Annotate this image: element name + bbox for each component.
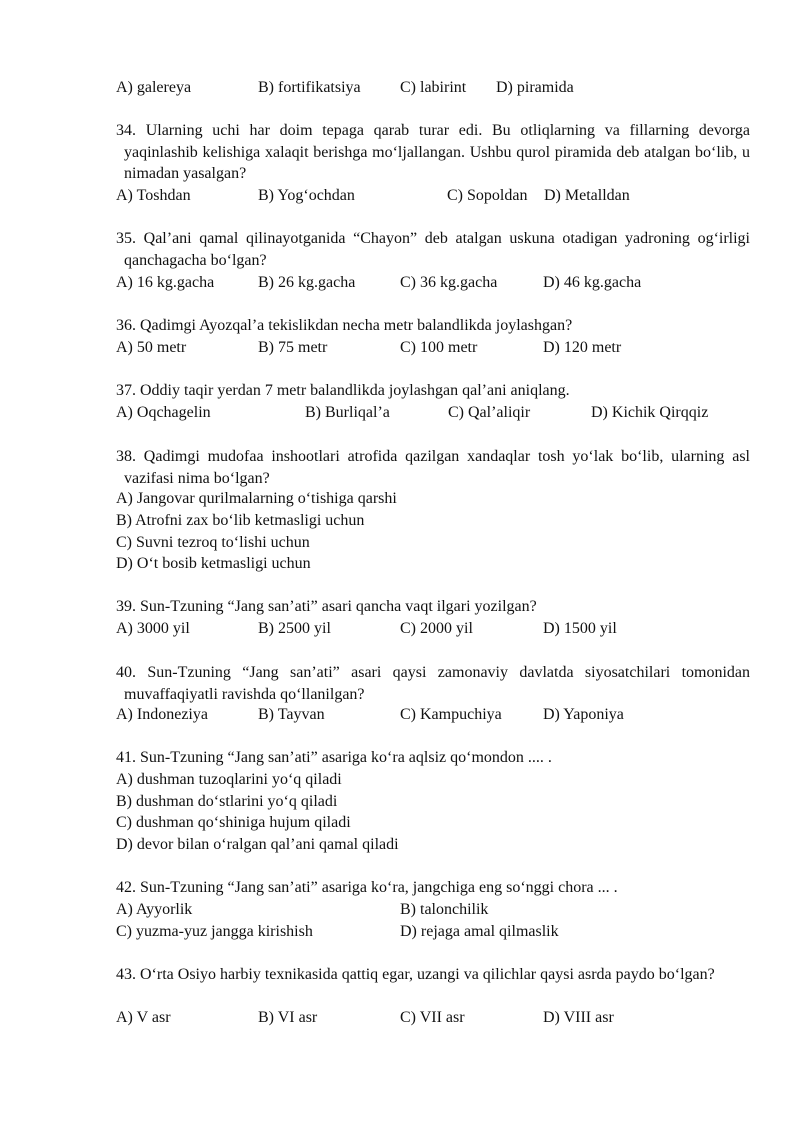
q38-option-d: D) O‘t bosib ketmasligi uchun [116,555,311,572]
q34-option-b: B) Yog‘ochdan [258,187,355,204]
q41-option-a: A) dushman tuzoqlarini yo‘q qiladi [116,771,342,788]
q36-option-d: D) 120 metr [543,339,622,356]
q39-option-d: D) 1500 yil [543,620,617,637]
q37-option-a: A) Oqchagelin [116,404,211,421]
q34-option-c: C) Sopoldan [447,187,528,204]
q42-option-a: A) Ayyorlik [116,901,193,918]
q35-option-a: A) 16 kg.gacha [116,274,215,291]
q40-option-b: B) Tayvan [258,706,325,723]
q37-stem: 37. Oddiy taqir yerdan 7 metr balandlikda joylashgan qal’ani aniqlang. [116,382,570,399]
q41-option-b: B) dushman do‘stlarini yo‘q qiladi [116,793,338,810]
q36-stem: 36. Qadimgi Ayozqal’a tekislikdan necha metr balandlikda joylashgan? [116,317,573,334]
q39-stem: 39. Sun-Tzuning “Jang san’ati” asari qancha vaqt ilgari yozilgan? [116,598,537,615]
q34-stem: 34. Ularning uchi har doim tepaga qarab turar edi. Bu otliqlarning va fillarning devorga yaqinlashib kelishiga xalaqit berishga mo‘ljallangan. Ushbu qurol piramida deb atalgan bo‘lib, u nimadan yasalgan? [116,122,750,182]
q33-option-a: A) galereya [116,79,192,96]
q40-option-d: D) Yaponiya [543,706,624,723]
q38-stem: 38. Qadimgi mudofaa inshootlari atrofida qazilgan xandaqlar tosh yo‘lak bo‘lib, ularning asl vazifasi nima bo‘lgan? [116,448,750,487]
q42-stem: 42. Sun-Tzuning “Jang san’ati” asariga ko‘ra, jangchiga eng so‘nggi chora ... . [116,879,618,896]
q38-option-a: A) Jangovar qurilmalarning o‘tishiga qarshi [116,490,397,507]
q42-option-c: C) yuzma-yuz jangga kirishish [116,923,313,940]
q40-stem: 40. Sun-Tzuning “Jang san’ati” asari qaysi zamonaviy davlatda siyosatchilari tomonidan muvaffaqiyatli ravishda qo‘llanilgan? [116,664,750,703]
q37-option-c: C) Qal’aliqir [448,404,531,421]
q43-option-a: A) V asr [116,1009,171,1026]
q34-option-a: A) Toshdan [116,187,191,204]
q33-option-c: C) labirint [400,79,467,96]
q43-option-c: C) VII asr [400,1009,465,1026]
q43-option-d: D) VIII asr [543,1009,614,1026]
q36-option-a: A) 50 metr [116,339,187,356]
q33-option-b: B) fortifikatsiya [258,79,361,96]
q35-stem: 35. Qal’ani qamal qilinayotganida “Chayon” deb atalgan uskuna otadigan yadroning og‘irligi qanchagacha bo‘lgan? [116,230,750,269]
q33-option-d: D) piramida [496,79,574,96]
q42-option-b: B) talonchilik [400,901,489,918]
q38-option-c: C) Suvni tezroq to‘lishi uchun [116,534,310,551]
q39-option-c: C) 2000 yil [400,620,473,637]
q36-option-b: B) 75 metr [258,339,328,356]
q35-option-c: C) 36 kg.gacha [400,274,498,291]
q41-stem: 41. Sun-Tzuning “Jang san’ati” asariga ko‘ra aqlsiz qo‘mondon .... . [116,749,552,766]
q37-option-d: D) Kichik Qirqqiz [591,404,709,421]
q34-option-d: D) Metalldan [544,187,630,204]
q43-stem: 43. O‘rta Osiyo harbiy texnikasida qattiq egar, uzangi va qilichlar qaysi asrda paydo bo‘lgan? [116,966,715,983]
q35-option-b: B) 26 kg.gacha [258,274,356,291]
q40-option-c: C) Kampuchiya [400,706,502,723]
q41-option-d: D) devor bilan o‘ralgan qal’ani qamal qiladi [116,836,399,853]
q38-option-b: B) Atrofni zax bo‘lib ketmasligi uchun [116,512,365,529]
q42-option-d: D) rejaga amal qilmaslik [400,923,559,940]
q37-option-b: B) Burliqal’a [305,404,390,421]
q39-option-b: B) 2500 yil [258,620,331,637]
q36-option-c: C) 100 metr [400,339,478,356]
q35-option-d: D) 46 kg.gacha [543,274,642,291]
q41-option-c: C) dushman qo‘shiniga hujum qiladi [116,814,351,831]
q43-option-b: B) VI asr [258,1009,318,1026]
q40-option-a: A) Indoneziya [116,706,208,723]
q39-option-a: A) 3000 yil [116,620,190,637]
